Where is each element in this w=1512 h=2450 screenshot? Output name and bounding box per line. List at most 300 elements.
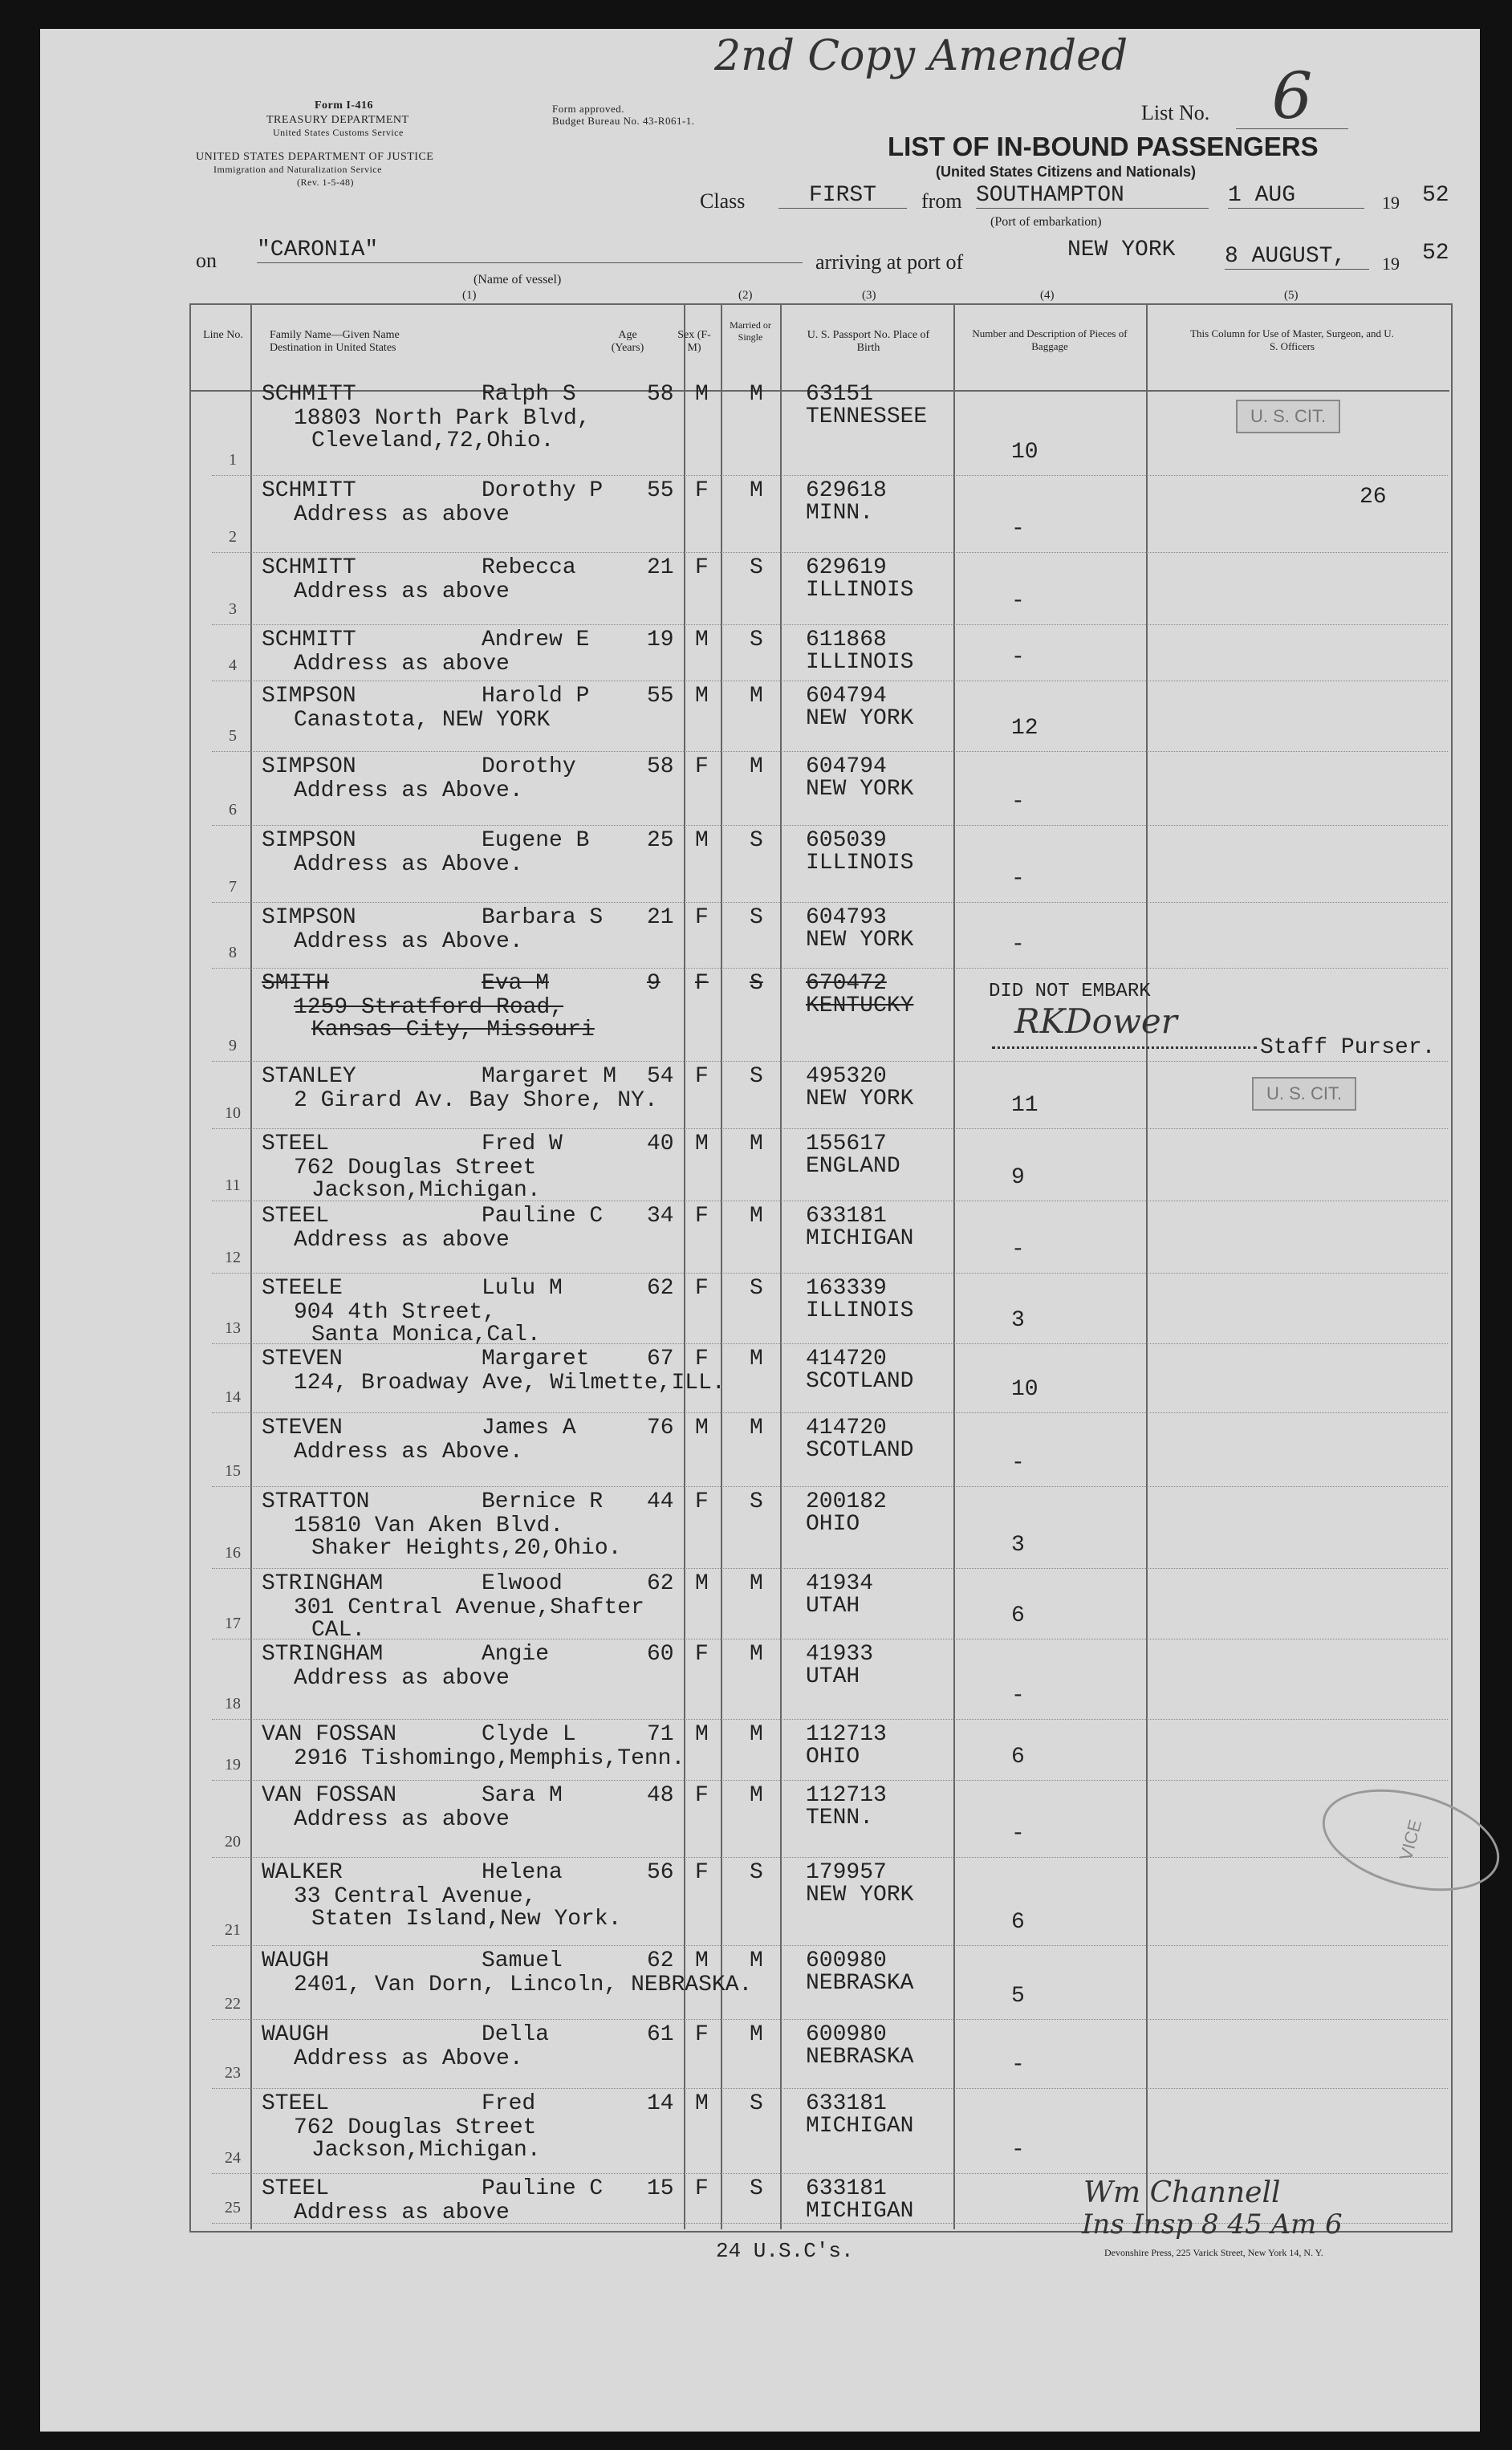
destination-line-1: 1259 Stratford Road, (294, 995, 564, 1020)
handwritten-amended: 2nd Copy Amended (714, 32, 1128, 80)
passenger-surname: STEEL (262, 2176, 330, 2201)
destination-line-1: 18803 North Park Blvd, (294, 406, 591, 431)
marital-status: M (750, 754, 763, 779)
marital-status: S (750, 971, 763, 996)
passenger-sex: F (695, 555, 709, 580)
passenger-sex: F (695, 1642, 709, 1667)
passenger-age: 61 (647, 2022, 674, 2047)
marital-status: S (750, 1489, 763, 1514)
passenger-sex: F (695, 2022, 709, 2047)
baggage-count: 6 (1011, 1603, 1025, 1628)
col-num-1: (1) (462, 289, 477, 302)
row-line-number: 2 (229, 528, 237, 546)
row-divider (212, 552, 1448, 553)
passenger-sex: F (695, 905, 709, 930)
customs-service: United States Customs Service (273, 127, 404, 138)
baggage-count: - (1011, 645, 1025, 670)
passenger-sex: F (695, 1204, 709, 1229)
arrival-date: 8 AUGUST, (1225, 244, 1369, 270)
passport-number: 604794 (806, 684, 887, 709)
row-line-number: 1 (229, 451, 237, 469)
passenger-surname: STEVEN (262, 1416, 343, 1440)
row-divider (212, 1719, 1448, 1720)
destination-line-1: 15810 Van Aken Blvd. (294, 1513, 564, 1538)
baggage-count: 3 (1011, 1533, 1025, 1558)
row-line-number: 19 (225, 1756, 241, 1774)
baggage-count: 6 (1011, 1745, 1025, 1769)
revision: (Rev. 1-5-48) (297, 177, 355, 188)
destination-line-2: Shaker Heights,20,Ohio. (311, 1536, 622, 1561)
col-num-2: (2) (738, 289, 753, 302)
signature-dotted-line (992, 1046, 1257, 1049)
immigration-service: Immigration and Naturalization Service (213, 164, 382, 175)
passenger-sex: F (695, 1347, 709, 1371)
staff-purser-label: Staff Purser. (1260, 1035, 1436, 1060)
embark-year-prefix: 19 (1382, 193, 1400, 213)
passport-number: 670472 (806, 971, 887, 996)
round-stamp: VICE (1311, 1772, 1510, 1909)
destination-line-1: Canastota, NEW YORK (294, 708, 551, 733)
destination-line-2: Cleveland,72,Ohio. (311, 429, 555, 453)
passenger-surname: SMITH (262, 971, 330, 996)
printer-imprint: Devonshire Press, 225 Varick Street, New York 14, N. Y. (1104, 2247, 1323, 2258)
place-of-birth: ENGLAND (806, 1154, 900, 1179)
baggage-count: - (1011, 2053, 1025, 2078)
passenger-surname: SCHMITT (262, 478, 356, 503)
passport-number: 633181 (806, 2091, 887, 2116)
place-of-birth: ILLINOIS (806, 650, 914, 675)
row-line-number: 11 (225, 1176, 241, 1194)
row-divider (212, 1273, 1448, 1274)
place-of-birth: NEW YORK (806, 1883, 914, 1908)
passport-number: 41933 (806, 1642, 874, 1667)
destination-line-1: Address as Above. (294, 1440, 523, 1465)
col-num-3: (3) (862, 289, 876, 302)
place-of-birth: ILLINOIS (806, 1298, 914, 1323)
passenger-age: 58 (647, 382, 674, 407)
baggage-count: - (1011, 932, 1025, 957)
destination-line-1: 2 Girard Av. Bay Shore, NY. (294, 1088, 658, 1113)
place-of-birth: SCOTLAND (806, 1438, 914, 1463)
passenger-sex: F (695, 1276, 709, 1301)
arrival-year: 52 (1422, 241, 1449, 266)
passenger-age: 60 (647, 1642, 674, 1667)
passport-number: 611868 (806, 628, 887, 652)
passenger-age: 67 (647, 1347, 674, 1371)
destination-line-1: 124, Broadway Ave, Wilmette,ILL. (294, 1371, 726, 1396)
passenger-sex: M (695, 1948, 709, 1973)
passenger-given-name: Rebecca (482, 555, 576, 580)
row-divider (212, 902, 1448, 903)
passenger-surname: STRINGHAM (262, 1571, 384, 1596)
passport-number: 605039 (806, 828, 887, 853)
row-line-number: 20 (225, 1833, 241, 1851)
embark-caption: (Port of embarkation) (990, 215, 1102, 229)
row-divider (212, 1128, 1448, 1129)
baggage-count: 3 (1011, 1308, 1025, 1333)
list-no-value: 6 (1236, 64, 1348, 129)
row-line-number: 8 (229, 944, 237, 961)
place-of-birth: OHIO (806, 1745, 860, 1769)
baggage-count: - (1011, 867, 1025, 892)
marital-status: M (750, 1948, 763, 1973)
passenger-age: 55 (647, 478, 674, 503)
list-no-label: List No. (1141, 101, 1210, 124)
passenger-age: 48 (647, 1783, 674, 1808)
embark-year: 52 (1422, 183, 1449, 208)
passenger-surname: STANLEY (262, 1064, 356, 1089)
marital-status: S (750, 905, 763, 930)
marital-status: M (750, 684, 763, 709)
destination-line-2: Jackson,Michigan. (311, 2138, 541, 2163)
col-num-4: (4) (1040, 289, 1055, 302)
passenger-given-name: Dorothy (482, 754, 576, 779)
marital-status: S (750, 628, 763, 652)
header-married: Married or Single (730, 319, 771, 343)
passenger-age: 21 (647, 555, 674, 580)
marital-status: M (750, 1571, 763, 1596)
marital-status: S (750, 555, 763, 580)
passenger-sex: F (695, 971, 709, 996)
row-divider (212, 1780, 1448, 1781)
place-of-birth: NEW YORK (806, 706, 914, 731)
row-line-number: 13 (225, 1319, 241, 1337)
passenger-age: 21 (647, 905, 674, 930)
passenger-sex: M (695, 628, 709, 652)
document-subtitle: (United States Citizens and Nationals) (936, 164, 1197, 180)
marital-status: S (750, 1064, 763, 1089)
passenger-given-name: Pauline C (482, 1204, 604, 1229)
destination-line-1: Address as above (294, 1228, 510, 1253)
passenger-given-name: Eva M (482, 971, 550, 996)
passenger-surname: SIMPSON (262, 684, 356, 709)
passenger-given-name: Clyde L (482, 1722, 576, 1747)
passenger-age: 71 (647, 1722, 674, 1747)
destination-line-2: CAL. (311, 1618, 366, 1643)
passenger-sex: M (695, 2091, 709, 2116)
passenger-surname: STRATTON (262, 1489, 370, 1514)
passenger-given-name: Fred (482, 2091, 536, 2116)
officer-count: 26 (1360, 485, 1387, 510)
row-line-number: 15 (225, 1462, 241, 1480)
passenger-given-name: Samuel (482, 1948, 563, 1973)
passenger-surname: SIMPSON (262, 754, 356, 779)
passport-number: 495320 (806, 1064, 887, 1089)
passport-number: 112713 (806, 1722, 887, 1747)
passenger-given-name: Angie (482, 1642, 550, 1667)
marital-status: M (750, 1204, 763, 1229)
passenger-surname: STEEL (262, 1132, 330, 1156)
place-of-birth: NEBRASKA (806, 2045, 914, 2070)
baggage-count: - (1011, 1822, 1025, 1847)
arrival-year-prefix: 19 (1382, 254, 1400, 274)
passenger-surname: WAUGH (262, 2022, 330, 2047)
passenger-given-name: Margaret M (482, 1064, 617, 1089)
header-line-no: Line No. (203, 329, 243, 341)
marital-status: M (750, 478, 763, 503)
passport-number: 629619 (806, 555, 887, 580)
passport-number: 629618 (806, 478, 887, 503)
inspection-time: Ins Insp 8 45 Am 6 (1082, 2208, 1343, 2241)
passport-number: 414720 (806, 1416, 887, 1440)
row-divider (212, 475, 1448, 476)
marital-status: M (750, 1722, 763, 1747)
passenger-sex: M (695, 1132, 709, 1156)
col-num-5: (5) (1284, 289, 1299, 302)
baggage-count: 10 (1011, 440, 1038, 465)
destination-line-1: Address as above (294, 2200, 510, 2225)
passenger-given-name: Dorothy P (482, 478, 604, 503)
row-line-number: 24 (225, 2149, 241, 2167)
passenger-surname: SCHMITT (262, 628, 356, 652)
row-divider (212, 825, 1448, 826)
row-divider (212, 1061, 1448, 1062)
marital-status: M (750, 2022, 763, 2047)
us-cit-stamp: U. S. CIT. (1252, 1077, 1356, 1111)
passport-number: 633181 (806, 2176, 887, 2201)
did-not-embark-note: DID NOT EMBARK (989, 981, 1151, 1002)
document-title: LIST OF IN-BOUND PASSENGERS (888, 132, 1319, 161)
destination-line-1: Address as above (294, 579, 510, 604)
passenger-surname: VAN FOSSAN (262, 1722, 397, 1747)
header-destination: Destination in United States (270, 342, 396, 354)
destination-line-1: 33 Central Avenue, (294, 1884, 537, 1909)
destination-line-1: Address as Above. (294, 852, 523, 877)
destination-line-1: Address as above (294, 1807, 510, 1832)
row-divider (212, 624, 1448, 625)
header-sex: Sex (F-M) (677, 329, 711, 354)
passenger-given-name: Lulu M (482, 1276, 563, 1301)
row-divider (212, 1486, 1448, 1487)
passenger-given-name: Bernice R (482, 1489, 604, 1514)
passenger-surname: STEEL (262, 2091, 330, 2116)
destination-line-1: Address as Above. (294, 929, 523, 954)
destination-line-1: Address as Above. (294, 2046, 523, 2071)
passenger-age: 34 (647, 1204, 674, 1229)
baggage-count: - (1011, 790, 1025, 815)
row-line-number: 25 (225, 2199, 241, 2216)
passenger-age: 56 (647, 1860, 674, 1885)
baggage-count: - (1011, 2138, 1025, 2163)
place-of-birth: NEW YORK (806, 777, 914, 802)
justice-dept: UNITED STATES DEPARTMENT OF JUSTICE (196, 151, 434, 163)
passenger-given-name: Barbara S (482, 905, 604, 930)
form-approved: Form approved. (552, 103, 625, 115)
passenger-given-name: Sara M (482, 1783, 563, 1808)
row-line-number: 4 (229, 656, 237, 674)
marital-status: M (750, 382, 763, 407)
destination-line-2: Staten Island,New York. (311, 1907, 622, 1932)
passport-number: 414720 (806, 1347, 887, 1371)
class-label: Class (700, 189, 746, 213)
place-of-birth: ILLINOIS (806, 578, 914, 603)
passenger-sex: F (695, 1064, 709, 1089)
marital-status: M (750, 1783, 763, 1808)
form-number: Form I-416 (315, 100, 374, 112)
destination-line-1: 904 4th Street, (294, 1300, 497, 1325)
place-of-birth: UTAH (806, 1664, 860, 1689)
passenger-age: 25 (647, 828, 674, 853)
passport-number: 600980 (806, 2022, 887, 2047)
from-label: from (921, 189, 962, 213)
row-divider (212, 2173, 1448, 2174)
passenger-age: 62 (647, 1276, 674, 1301)
passport-number: 200182 (806, 1489, 887, 1514)
embark-port: SOUTHAMPTON (976, 183, 1209, 209)
row-divider (212, 1945, 1448, 1946)
class-value: FIRST (778, 183, 907, 209)
arriving-label: arriving at port of (815, 250, 964, 274)
passenger-given-name: Fred W (482, 1132, 563, 1156)
destination-line-2: Kansas City, Missouri (311, 1018, 595, 1042)
baggage-count: - (1011, 1684, 1025, 1708)
row-line-number: 18 (225, 1695, 241, 1713)
destination-line-1: Address as Above. (294, 778, 523, 803)
passport-number: 179957 (806, 1860, 887, 1885)
header-name: Family Name—Given Name (270, 329, 400, 341)
passport-number: 155617 (806, 1132, 887, 1156)
passenger-surname: SIMPSON (262, 905, 356, 930)
baggage-count: - (1011, 589, 1025, 614)
passport-number: 600980 (806, 1948, 887, 1973)
embark-date: 1 AUG (1228, 183, 1364, 209)
passenger-sex: M (695, 382, 709, 407)
header-officers: This Column for Use of Master, Surgeon, and U. S. Officers (1190, 327, 1394, 352)
place-of-birth: MICHIGAN (806, 2199, 914, 2224)
passenger-surname: SIMPSON (262, 828, 356, 853)
destination-line-1: 301 Central Avenue,Shafter (294, 1595, 644, 1620)
passenger-given-name: Elwood (482, 1571, 563, 1596)
inspector-signature: Wm Channell (1083, 2176, 1281, 2209)
marital-status: S (750, 2176, 763, 2201)
baggage-count: 10 (1011, 1377, 1038, 1402)
budget-bureau: Budget Bureau No. 43-R061-1. (552, 115, 695, 127)
row-divider (212, 1412, 1448, 1413)
marital-status: S (750, 828, 763, 853)
passport-number: 41934 (806, 1571, 874, 1596)
row-line-number: 22 (225, 1995, 241, 2013)
passenger-sex: M (695, 1571, 709, 1596)
destination-line-1: Address as above (294, 502, 510, 527)
row-line-number: 5 (229, 727, 237, 745)
passenger-given-name: Margaret (482, 1347, 590, 1371)
passenger-age: 55 (647, 684, 674, 709)
baggage-count: 9 (1011, 1165, 1025, 1190)
place-of-birth: TENNESSEE (806, 404, 928, 429)
marital-status: M (750, 1642, 763, 1667)
citizen-count-note: 24 U.S.C's. (716, 2239, 854, 2263)
row-line-number: 21 (225, 1921, 241, 1939)
passenger-surname: STEELE (262, 1276, 343, 1301)
passenger-surname: WALKER (262, 1860, 343, 1885)
on-label: on (196, 249, 217, 272)
passenger-surname: WAUGH (262, 1948, 330, 1973)
place-of-birth: OHIO (806, 1512, 860, 1537)
row-line-number: 9 (229, 1037, 237, 1054)
passenger-age: 76 (647, 1416, 674, 1440)
passenger-age: 44 (647, 1489, 674, 1514)
header-passport: U. S. Passport No. Place of Birth (807, 329, 930, 354)
place-of-birth: SCOTLAND (806, 1369, 914, 1394)
passenger-sex: F (695, 754, 709, 779)
marital-status: M (750, 1416, 763, 1440)
passenger-surname: STEVEN (262, 1347, 343, 1371)
row-line-number: 17 (225, 1615, 241, 1632)
destination-line-1: Address as above (294, 652, 510, 676)
passenger-surname: VAN FOSSAN (262, 1783, 397, 1808)
row-line-number: 3 (229, 600, 237, 618)
baggage-count: 12 (1011, 716, 1038, 741)
place-of-birth: NEW YORK (806, 1087, 914, 1111)
us-cit-stamp: U. S. CIT. (1236, 400, 1340, 433)
passenger-sex: M (695, 828, 709, 853)
passenger-age: 9 (647, 971, 660, 996)
baggage-count: - (1011, 1451, 1025, 1476)
passenger-sex: F (695, 1860, 709, 1885)
passenger-surname: STRINGHAM (262, 1642, 384, 1667)
row-line-number: 7 (229, 878, 237, 896)
place-of-birth: MICHIGAN (806, 1226, 914, 1251)
marital-status: S (750, 1860, 763, 1885)
passenger-given-name: Pauline C (482, 2176, 604, 2201)
passport-number: 604793 (806, 905, 887, 930)
destination-line-2: Jackson,Michigan. (311, 1178, 541, 1203)
row-divider (212, 968, 1448, 969)
row-line-number: 12 (225, 1249, 241, 1266)
vessel-name: "CARONIA" (257, 238, 803, 263)
row-divider (212, 1568, 1448, 1569)
destination-line-2: Santa Monica,Cal. (311, 1323, 541, 1347)
passport-number: 633181 (806, 1204, 887, 1229)
header-baggage: Number and Description of Pieces of Baggage (972, 327, 1128, 352)
place-of-birth: MICHIGAN (806, 2114, 914, 2139)
row-divider (212, 2019, 1448, 2020)
passenger-age: 62 (647, 1948, 674, 1973)
baggage-count: - (1011, 1237, 1025, 1262)
passenger-given-name: Helena (482, 1860, 563, 1885)
row-divider (212, 751, 1448, 752)
passenger-given-name: Ralph S (482, 382, 576, 407)
purser-signature: RKDower (1014, 1002, 1177, 1041)
destination-line-1: 2916 Tishomingo,Memphis,Tenn. (294, 1746, 685, 1771)
vessel-caption: (Name of vessel) (474, 273, 562, 286)
marital-status: M (750, 1347, 763, 1371)
passport-number: 63151 (806, 382, 874, 407)
passenger-sex: M (695, 1722, 709, 1747)
destination-line-1: Address as above (294, 1666, 510, 1691)
row-line-number: 6 (229, 801, 237, 819)
passenger-given-name: Della (482, 2022, 550, 2047)
place-of-birth: MINN. (806, 501, 874, 526)
passport-number: 163339 (806, 1276, 887, 1301)
place-of-birth: ILLINOIS (806, 851, 914, 876)
destination-line-1: 2401, Van Dorn, Lincoln, NEBRASKA. (294, 1973, 753, 1997)
passenger-surname: SCHMITT (262, 382, 356, 407)
passenger-surname: STEEL (262, 1204, 330, 1229)
passenger-sex: M (695, 684, 709, 709)
passenger-age: 15 (647, 2176, 674, 2201)
passenger-sex: F (695, 478, 709, 503)
baggage-count: - (1011, 517, 1025, 542)
passenger-age: 19 (647, 628, 674, 652)
treasury-dept: TREASURY DEPARTMENT (266, 114, 409, 126)
arrival-port: NEW YORK (1067, 238, 1176, 262)
row-divider (212, 1343, 1448, 1344)
marital-status: S (750, 1276, 763, 1301)
passport-number: 112713 (806, 1783, 887, 1808)
marital-status: S (750, 2091, 763, 2116)
place-of-birth: UTAH (806, 1594, 860, 1619)
